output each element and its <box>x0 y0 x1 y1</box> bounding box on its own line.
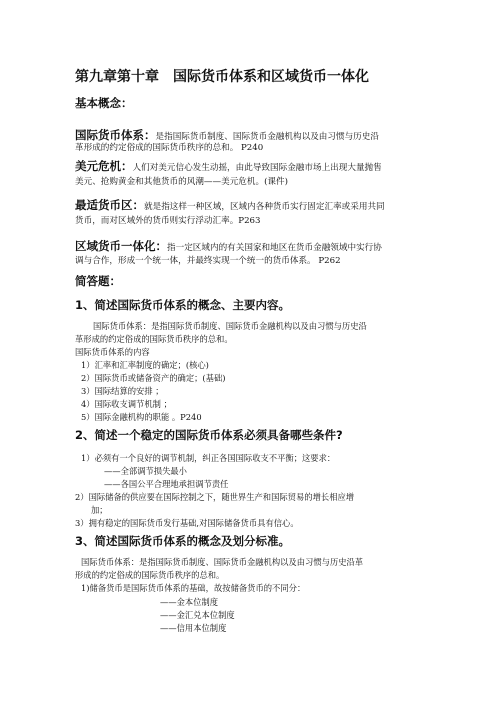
concept-regional-monetary-integration <box>75 235 382 254</box>
page-title: 第九章第十章 国际货币体系和区域货币一体化 <box>75 69 369 85</box>
concept-term: 美元危机： <box>75 159 133 173</box>
concept-optimum-currency-area <box>75 194 385 213</box>
basic-concepts-heading: 基本概念： <box>75 96 133 110</box>
concept-definition: 是指国际货币制度、国际货币金融机构以及由习惯与历史沿 <box>155 132 379 142</box>
list-item: 5）国际金融机构的职能 。P240 <box>81 412 202 422</box>
concept-definition: 指一定区域内的有关国家和地区在货币金融领域中实行协 <box>167 243 382 253</box>
question-1-content-heading: 国际货币体系的内容 <box>75 347 150 357</box>
list-subitem: ——信用本位制度 <box>160 623 227 633</box>
list-subitem: ——各国公平合理地承担调节责任 <box>104 479 229 489</box>
list-item: 4）国际收支调节机制 ； <box>81 399 172 409</box>
question-1-paragraph-cont: 革形成的约定俗成的国际货币秩序的总和。 <box>75 334 233 344</box>
list-item: 1）汇率和汇率制度的确定；(核心) <box>81 360 209 370</box>
question-3-paragraph-cont: 形成的约定俗成的国际货币秩序的总和。 <box>75 570 225 580</box>
list-item-cont: 加； <box>91 505 108 515</box>
concept-dollar-crisis <box>75 155 382 174</box>
concept-definition-cont: 调与合作，形成一个统一体，并最终实现一个统一的货币体系。 P262 <box>75 256 341 266</box>
question-3-heading: 3、简述国际货币体系的概念及划分标准。 <box>75 534 290 548</box>
question-1-paragraph: 国际货币体系：是指国际货币制度、国际货币金融机构以及由习惯与历史沿 <box>93 321 367 331</box>
concept-term: 区域货币一体化： <box>75 239 167 253</box>
concept-definition: 就是指这样一种区域，区域内各种货币实行固定汇率或采用共同 <box>144 202 385 212</box>
list-item: 3）拥有稳定的国际货币发行基础,对国际储备货币具有信心。 <box>75 518 299 528</box>
question-1-heading: 1、简述国际货币体系的概念、主要内容。 <box>75 298 290 312</box>
list-subitem: ——全部调节损失最小 <box>104 466 187 476</box>
list-subitem: ——金汇兑本位制度 <box>160 610 235 620</box>
concept-definition: 人们对美元信心发生动摇，由此导致国际金融市场上出现大量抛售 <box>132 163 382 173</box>
concept-definition-cont: 美元、抢购黄金和其他货币的风潮——美元危机。(课件) <box>75 177 288 187</box>
concept-definition-cont: 货币，而对区域外的货币则实行浮动汇率。P263 <box>75 216 261 226</box>
short-answer-heading: 简答题： <box>75 274 121 288</box>
list-item: 2）国际货币或储备资产的确定；(基础) <box>81 373 226 383</box>
list-item: 3）国际结算的安排 ； <box>81 386 164 396</box>
list-item: 2）国际储备的供应要在国际控制之下，随世界生产和国际贸易的增长相应增 <box>75 492 355 502</box>
concept-definition-cont: 革形成的约定俗成的国际货币秩序的总和。 P240 <box>75 143 264 153</box>
concept-term: 最适货币区： <box>75 198 144 212</box>
list-subitem: ——金本位制度 <box>160 597 219 607</box>
list-item: 1)储备货币是国际货币体系的基础，故按储备货币的不同分： <box>81 583 306 593</box>
question-2-heading: 2、简述一个稳定的国际货币体系必须具备哪些条件? <box>75 428 343 442</box>
list-item: 1）必须有一个良好的调节机制，纠正各国国际收支不平衡；这要求： <box>81 453 336 463</box>
concept-term: 国际货币体系： <box>75 128 156 142</box>
question-3-paragraph: 国际货币体系：是指国际货币制度、国际货币金融机构以及由习惯与历史沿革 <box>81 557 364 567</box>
